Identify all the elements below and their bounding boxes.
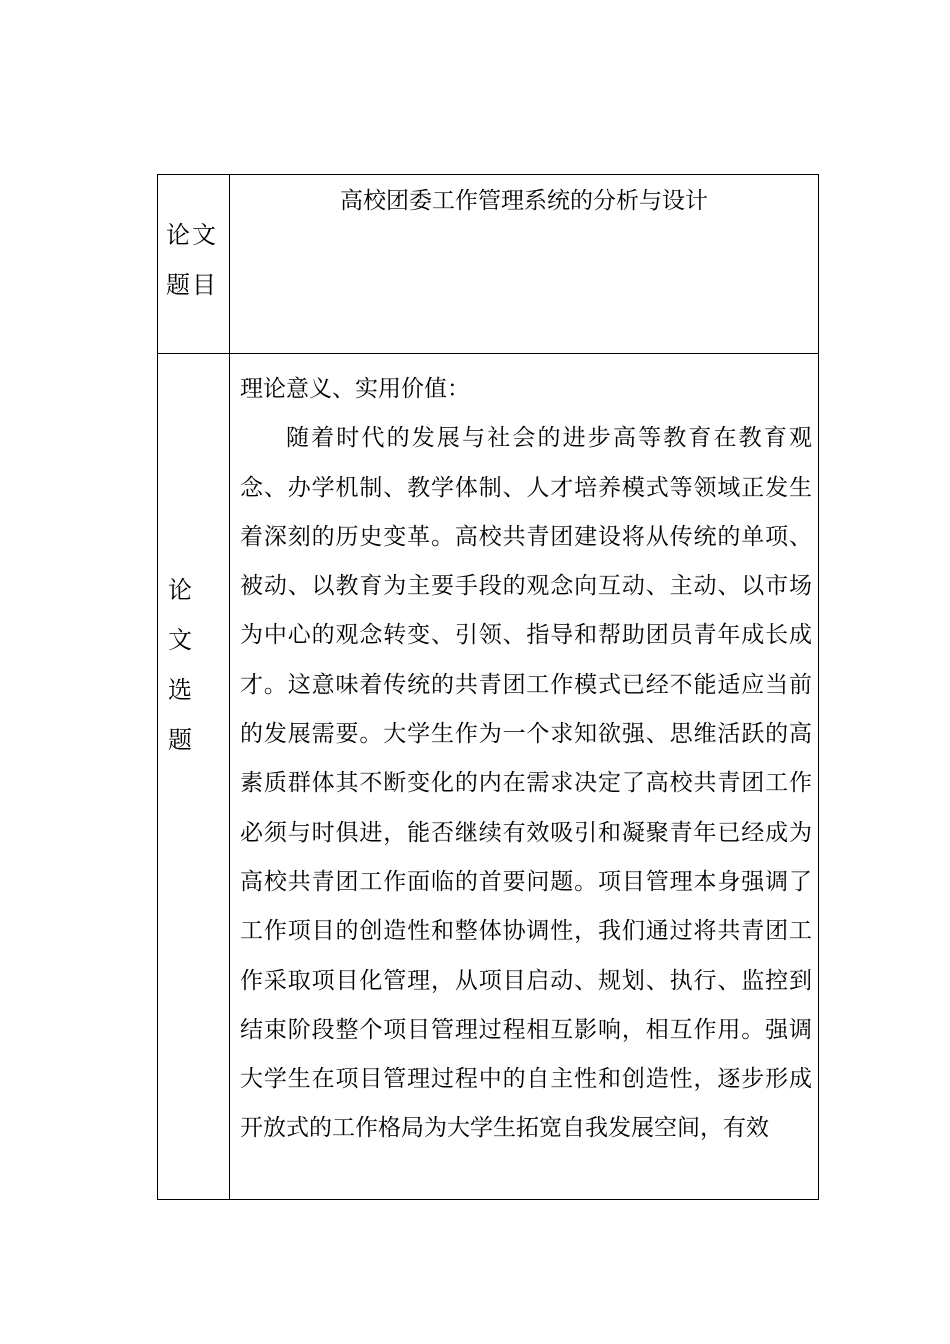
topic-label-char: 论 (168, 576, 192, 604)
topic-content-cell (230, 353, 818, 1199)
topic-label (168, 565, 198, 765)
title-row (158, 175, 818, 354)
topic-label-cell (158, 353, 230, 1199)
title-label: 论文题目 (166, 221, 218, 299)
topic-label-char: 文 (168, 626, 192, 654)
topic-body (240, 365, 812, 1154)
title-content-cell (230, 175, 818, 353)
topic-label-char: 题 (168, 726, 192, 754)
topic-row (158, 353, 818, 1199)
title-label-cell (158, 175, 230, 353)
topic-paragraph: 随着时代的发展与社会的进步高等教育在教育观念、办学机制、教学体制、人才培养模式等领域正发生着深刻的历史变革。高校共青团建设将从传统的单项、被动、以教育为主要手段的观念向互动、主动、以市场为中心的观念转变、引领、指导和帮助团员青年成长成才。这意味着传统的共青团工作模式已经不能适应当前的发展需要。大学生作为一个求知欲强、思维活跃的高素质群体其不断变化的内在需求决定了高校共青团工作必须与时俱进，能否继续有效吸引和凝聚青年已经成为高校共青团工作面临的首要问题。项目管理本身强调了工作项目的创造性和整体协调性，我们通过将共青团工作采取项目化管理，从项目启动、规划、执行、监控到结束阶段整个项目管理过程相互影响，相互作用。强调大学生在项目管理过程中的自主性和创造性，逐步形成开放式的工作格局为大学生拓宽自我发展空间，有效 (240, 425, 812, 1142)
topic-heading: 理论意义、实用价值： (240, 376, 470, 402)
topic-label-char: 选 (168, 676, 192, 704)
thesis-title: 高校团委工作管理系统的分析与设计 (340, 188, 708, 214)
thesis-form-table (157, 174, 819, 1200)
